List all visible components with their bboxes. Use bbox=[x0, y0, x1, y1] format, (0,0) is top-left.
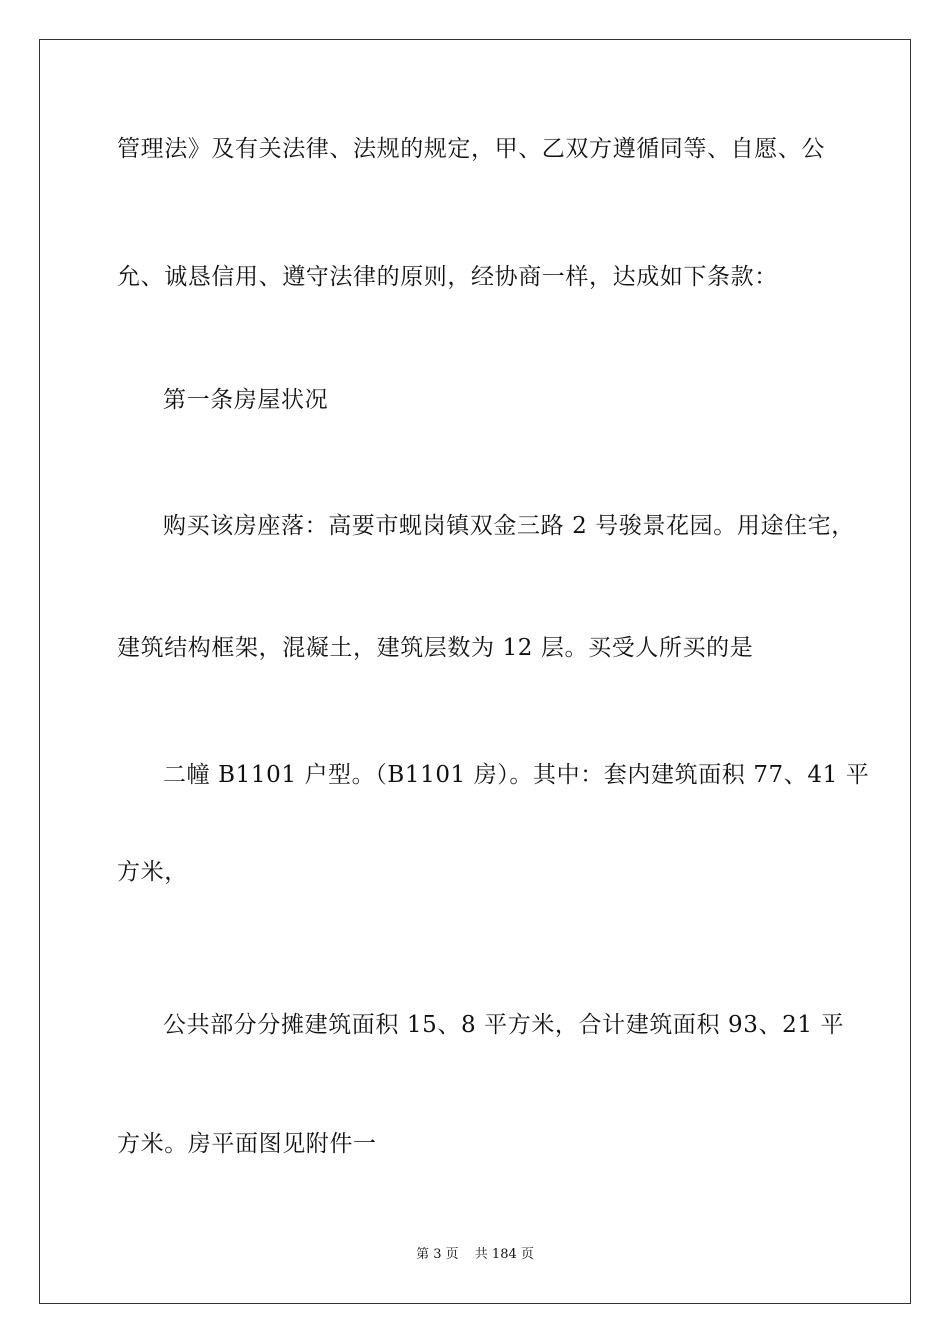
paragraph-line-3: 购买该房座落：高要市蚬岗镇双金三路 2 号骏景花园。用途住宅， bbox=[163, 513, 855, 539]
page-footer bbox=[0, 1246, 950, 1264]
paragraph-line-8: 方米。房平面图见附件一 bbox=[117, 1131, 377, 1157]
page-total: 共 184 页 bbox=[474, 1247, 534, 1262]
page-border bbox=[39, 39, 911, 1304]
paragraph-line-1: 管理法》及有关法律、法规的规定，甲、乙双方遵循同等、自愿、公 bbox=[117, 136, 825, 162]
paragraph-line-2: 允、诚恳信用、遵守法律的原则，经协商一样，达成如下条款： bbox=[117, 264, 778, 290]
section-heading: 第一条房屋状况 bbox=[163, 387, 329, 413]
paragraph-line-6: 方米， bbox=[117, 859, 188, 885]
paragraph-line-7: 公共部分分摊建筑面积 15、8 平方米，合计建筑面积 93、21 平 bbox=[163, 1012, 845, 1038]
paragraph-line-4: 建筑结构框架，混凝土，建筑层数为 12 层。买受人所买的是 bbox=[117, 635, 754, 661]
page-number: 第 3 页 bbox=[416, 1247, 459, 1262]
paragraph-line-5: 二幢 B1101 户型。（B1101 房）。其中：套内建筑面积 77、41 平 bbox=[163, 762, 870, 788]
